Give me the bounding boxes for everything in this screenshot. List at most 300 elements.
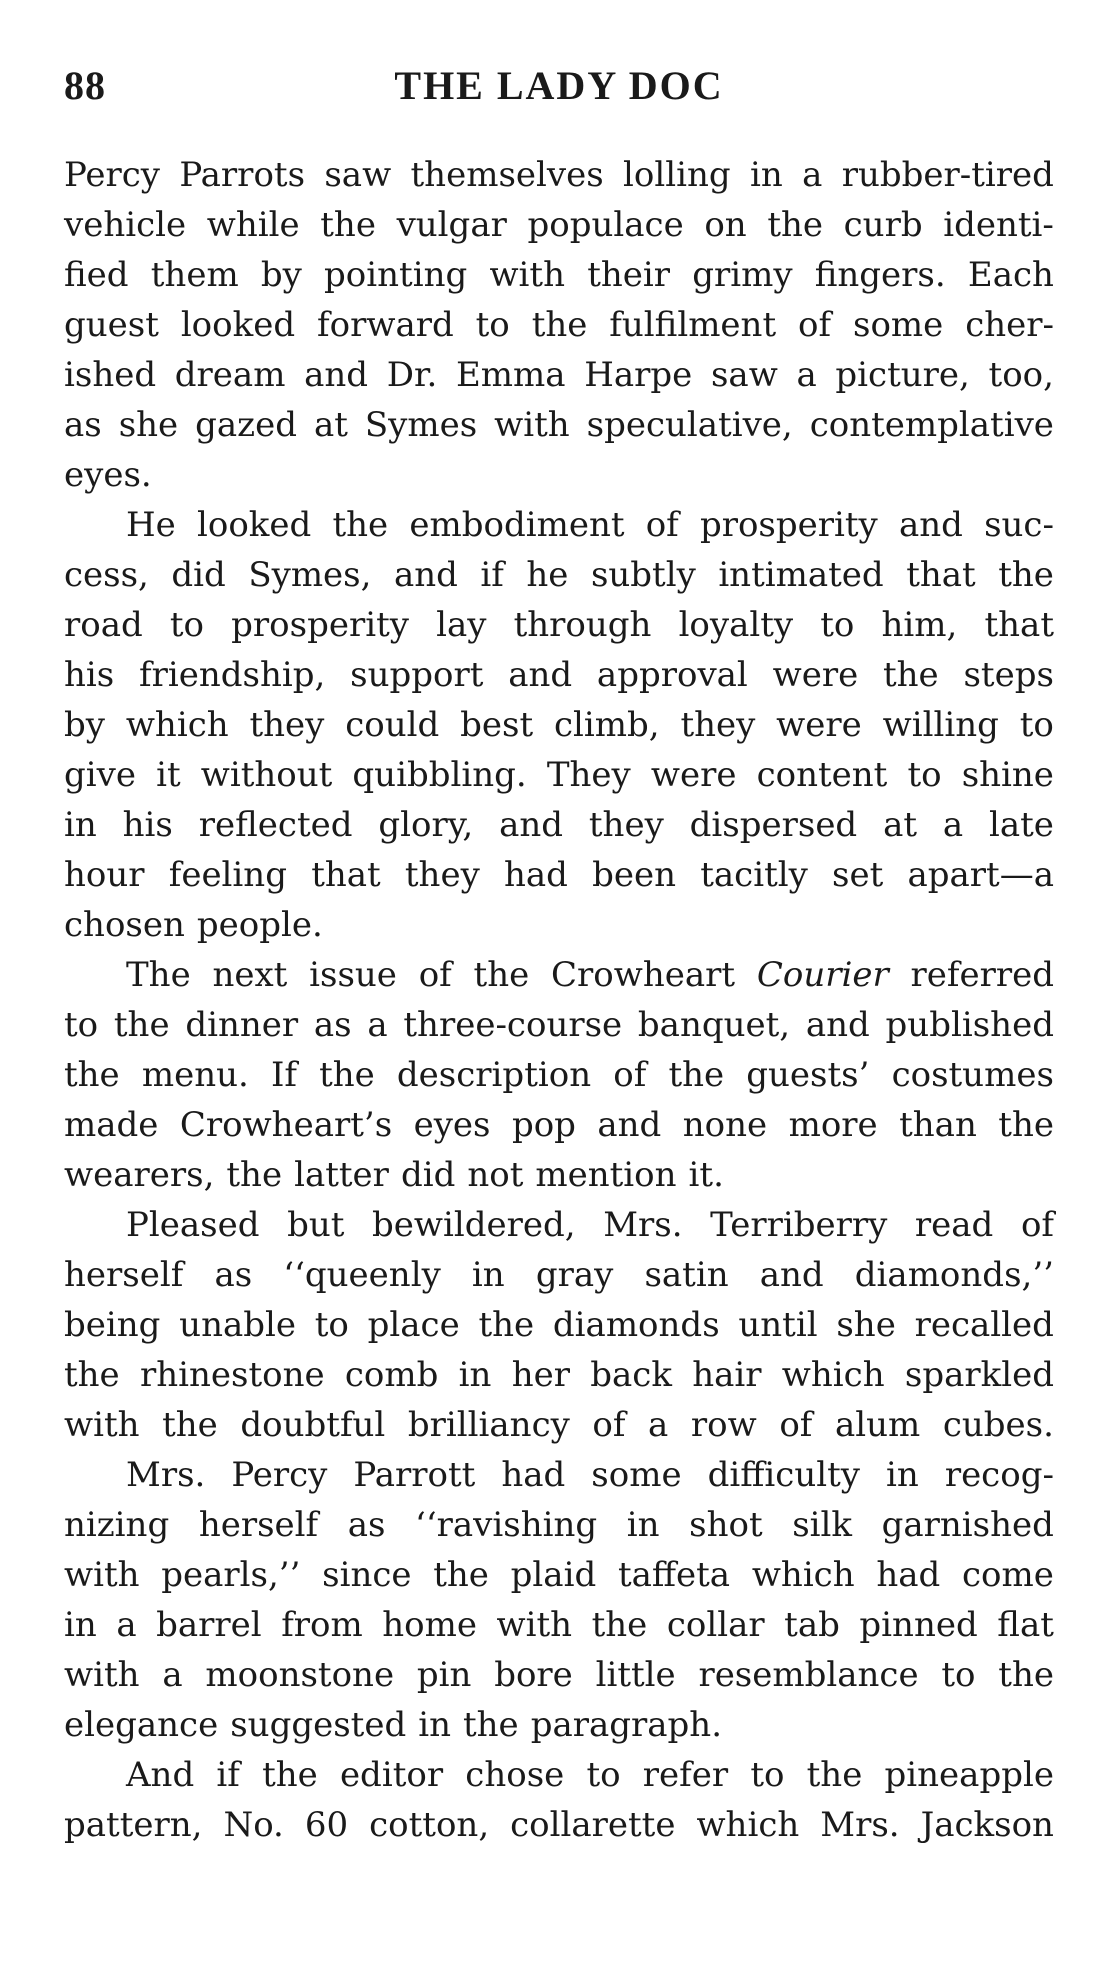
- word: cubes.: [942, 1405, 1054, 1445]
- word: banquet,: [637, 1005, 791, 1045]
- word: rubber-tired: [841, 155, 1054, 195]
- word: latter: [294, 1155, 389, 1195]
- word: menu.: [141, 1055, 249, 1095]
- word: Parrott: [353, 1455, 476, 1495]
- text-line: [64, 200, 1054, 250]
- text-line: [64, 800, 1054, 850]
- word: in: [64, 1605, 97, 1645]
- word: tab: [784, 1605, 840, 1645]
- word: and: [759, 1255, 824, 1295]
- word: the: [998, 1655, 1054, 1695]
- word: road: [64, 605, 143, 645]
- word: of: [645, 505, 679, 545]
- word: looked: [180, 305, 296, 345]
- word: elegance: [64, 1705, 219, 1745]
- word: pin: [416, 1655, 472, 1695]
- word: her: [511, 1355, 570, 1395]
- word: which: [125, 705, 229, 745]
- word: set: [832, 855, 884, 895]
- word: Percy: [231, 1455, 328, 1495]
- word: eyes: [413, 1105, 491, 1145]
- word: Each: [967, 255, 1054, 295]
- word: from: [281, 1605, 363, 1645]
- word: published: [885, 1005, 1054, 1045]
- word: quibbling.: [352, 755, 527, 795]
- text-line: [64, 550, 1054, 600]
- word: in: [418, 1705, 451, 1745]
- word: moonstone: [205, 1655, 395, 1695]
- word: feeling: [168, 855, 287, 895]
- word: tacitly: [700, 855, 808, 895]
- word: gray: [535, 1255, 614, 1295]
- word: subtly: [590, 555, 696, 595]
- word: referred: [910, 955, 1054, 995]
- word: resemblance: [698, 1655, 919, 1695]
- text-line: [64, 400, 1054, 450]
- text-line: [64, 700, 1054, 750]
- word: taffeta: [617, 1555, 731, 1595]
- word: If: [270, 1055, 297, 1095]
- word: the: [883, 655, 939, 695]
- word: No.: [223, 1805, 284, 1845]
- word: in: [626, 1505, 660, 1545]
- text-line: [64, 450, 1054, 500]
- word: contemplative: [809, 405, 1054, 445]
- word: the: [64, 1055, 120, 1095]
- word: that: [984, 605, 1054, 645]
- word: collarette: [510, 1805, 676, 1845]
- text-line: [64, 1250, 1054, 1300]
- word: He: [126, 505, 176, 545]
- word: to: [907, 755, 942, 795]
- word: doubtful: [240, 1405, 386, 1445]
- word: prosperity: [699, 505, 878, 545]
- word: them: [150, 255, 239, 295]
- word: fied: [64, 255, 129, 295]
- word: Percy: [64, 155, 160, 195]
- word: loyalty: [678, 605, 794, 645]
- text-line: [64, 750, 1054, 800]
- word: a: [802, 155, 823, 195]
- word: herself: [64, 1255, 184, 1295]
- word: by: [260, 255, 302, 295]
- word: it.: [688, 1155, 724, 1195]
- word: diamonds,’’: [854, 1255, 1054, 1295]
- word: saw: [324, 155, 392, 195]
- word: pinned: [859, 1605, 978, 1645]
- word: it: [156, 755, 181, 795]
- word: and: [304, 355, 369, 395]
- word: ished: [64, 355, 157, 395]
- word: were: [650, 755, 737, 795]
- word: populace: [527, 205, 684, 245]
- word: at: [883, 805, 917, 845]
- word: of: [1020, 1205, 1054, 1245]
- word: being: [64, 1305, 161, 1345]
- word: the: [332, 505, 389, 545]
- word: a: [162, 1655, 183, 1695]
- word: give: [64, 755, 136, 795]
- word: editor: [339, 1755, 444, 1795]
- text-line: [64, 1650, 1054, 1700]
- text-line: [64, 1100, 1054, 1150]
- word: prosperity: [231, 605, 409, 645]
- word: him,: [881, 605, 958, 645]
- text-line: [64, 1500, 1054, 1550]
- word: Crowheart: [551, 955, 736, 995]
- word: with: [64, 1405, 140, 1445]
- word: but: [287, 1205, 345, 1245]
- word: intimated: [718, 555, 884, 595]
- word: speculative,: [586, 405, 793, 445]
- word: as: [214, 1255, 253, 1295]
- word: the: [262, 1755, 318, 1795]
- word: if: [480, 555, 504, 595]
- word: without: [200, 755, 333, 795]
- word: with: [64, 1655, 140, 1695]
- text-line: [64, 1150, 1054, 1200]
- word: since: [322, 1555, 412, 1595]
- word: as: [64, 405, 102, 445]
- italic-word: Courier: [756, 955, 889, 995]
- word: they: [680, 705, 756, 745]
- word: with: [494, 405, 570, 445]
- word: of: [613, 1055, 647, 1095]
- word: cotton,: [369, 1805, 490, 1845]
- word: rhinestone: [139, 1355, 325, 1395]
- word: approval: [596, 655, 748, 695]
- word: Symes,: [248, 555, 372, 595]
- text-line: [64, 600, 1054, 650]
- word: the: [998, 1105, 1054, 1145]
- word: The: [126, 955, 191, 995]
- word: garnished: [881, 1505, 1054, 1545]
- word: looked: [196, 505, 312, 545]
- word: with: [64, 1555, 140, 1595]
- text-line: [64, 1800, 1054, 1850]
- word: been: [592, 855, 677, 895]
- word: bewildered,: [372, 1205, 576, 1245]
- text-line: [64, 1300, 1054, 1350]
- word: grimy: [692, 255, 793, 295]
- word: his: [122, 805, 173, 845]
- word: Mrs.: [820, 1805, 900, 1845]
- word: to: [475, 305, 510, 345]
- text-line: [64, 900, 1054, 950]
- word: with: [496, 1605, 573, 1645]
- word: vulgar: [396, 205, 507, 245]
- text-line: [64, 1000, 1054, 1050]
- word: the: [478, 1305, 535, 1345]
- text-line: [64, 250, 1054, 300]
- word: more: [788, 1105, 878, 1145]
- text-line: [64, 1450, 1054, 1500]
- word: dispersed: [689, 805, 858, 845]
- word: pineapple: [884, 1755, 1054, 1795]
- word: not: [467, 1155, 524, 1195]
- text-line: [64, 1750, 1054, 1800]
- word: read: [914, 1205, 994, 1245]
- word: Pleased: [126, 1205, 260, 1245]
- word: of: [779, 1405, 813, 1445]
- word: Crowheart’s: [179, 1105, 393, 1145]
- word: unable: [179, 1305, 296, 1345]
- word: gazed: [195, 405, 297, 445]
- word: Mrs.: [603, 1205, 683, 1245]
- text-line: [64, 850, 1054, 900]
- word: pop: [511, 1105, 576, 1145]
- word: he: [526, 555, 569, 595]
- word: in: [886, 1455, 919, 1495]
- word: and: [499, 805, 564, 845]
- word: collar: [666, 1605, 765, 1645]
- word: wearers,: [64, 1155, 215, 1195]
- text-line: [64, 300, 1054, 350]
- word: glory,: [378, 805, 474, 845]
- word: themselves: [410, 155, 604, 195]
- word: description: [396, 1055, 592, 1095]
- text-line: [64, 650, 1054, 700]
- word: of: [592, 1405, 626, 1445]
- word: costumes: [891, 1055, 1054, 1095]
- word: in: [64, 805, 97, 845]
- word: which: [751, 1555, 855, 1595]
- word: late: [989, 805, 1054, 845]
- word: Symes: [364, 405, 478, 445]
- word: alum: [834, 1405, 921, 1445]
- running-title: THE LADY DOC: [394, 63, 724, 108]
- word: picture,: [835, 355, 970, 395]
- word: with: [489, 255, 565, 295]
- word: suc-: [984, 505, 1054, 545]
- word: on: [704, 205, 747, 245]
- word: which: [781, 1355, 885, 1395]
- word: too,: [988, 355, 1054, 395]
- word: fulfilment: [609, 305, 777, 345]
- word: Mrs.: [126, 1455, 206, 1495]
- word: in: [749, 155, 783, 195]
- word: eyes.: [64, 455, 152, 495]
- word: by: [64, 705, 105, 745]
- word: while: [206, 205, 300, 245]
- word: Jackson: [920, 1805, 1054, 1845]
- word: best: [460, 705, 534, 745]
- page-header: [64, 56, 1054, 116]
- word: 60: [304, 1805, 349, 1845]
- text-line: [64, 950, 1054, 1000]
- word: to: [941, 1655, 976, 1695]
- word: dinner: [185, 1005, 299, 1045]
- word: did: [400, 1155, 456, 1195]
- word: of: [798, 305, 832, 345]
- word: people.: [196, 905, 323, 945]
- word: the: [668, 1055, 725, 1095]
- word: Parrots: [179, 155, 306, 195]
- word: come: [962, 1555, 1054, 1595]
- word: content: [756, 755, 888, 795]
- word: the: [591, 1605, 648, 1645]
- word: that: [906, 555, 976, 595]
- word: recog-: [944, 1455, 1054, 1495]
- word: fingers.: [814, 255, 946, 295]
- word: identi-: [943, 205, 1054, 245]
- text-line: [64, 1700, 1054, 1750]
- text-line: [64, 1550, 1054, 1600]
- word: lolling: [623, 155, 731, 195]
- word: the: [64, 1355, 120, 1395]
- word: the: [998, 555, 1054, 595]
- word: reflected: [198, 805, 353, 845]
- word: the: [473, 955, 530, 995]
- word: hour: [64, 855, 145, 895]
- word: and: [898, 505, 963, 545]
- word: paragraph.: [530, 1705, 723, 1745]
- text-line: [64, 350, 1054, 400]
- word: to: [64, 1005, 99, 1045]
- word: support: [350, 655, 484, 695]
- word: the: [162, 1405, 218, 1445]
- word: pointing: [324, 255, 468, 295]
- word: some: [853, 305, 944, 345]
- word: cher-: [965, 305, 1054, 345]
- word: dream: [174, 355, 286, 395]
- word: some: [591, 1455, 682, 1495]
- word: until: [738, 1305, 818, 1345]
- word: chosen: [64, 905, 185, 945]
- word: than: [899, 1105, 977, 1145]
- word: They: [546, 755, 631, 795]
- word: a: [648, 1405, 669, 1445]
- word: to: [750, 1755, 785, 1795]
- word: willing: [882, 705, 999, 745]
- page-number: 88: [64, 63, 106, 108]
- word: which: [696, 1805, 800, 1845]
- word: and: [597, 1105, 662, 1145]
- word: diamonds: [552, 1305, 720, 1345]
- word: bore: [494, 1655, 573, 1695]
- word: row: [690, 1405, 757, 1445]
- word: the: [806, 1755, 863, 1795]
- word: vehicle: [64, 205, 187, 245]
- word: embodiment: [409, 505, 625, 545]
- text-line: [64, 1600, 1054, 1650]
- word: plaid: [510, 1555, 597, 1595]
- word: they: [588, 805, 664, 845]
- word: that: [311, 855, 381, 895]
- word: she: [118, 405, 179, 445]
- word: Dr.: [386, 355, 438, 395]
- word: ‘‘ravishing: [415, 1505, 598, 1545]
- word: the: [531, 305, 588, 345]
- word: and: [805, 1005, 870, 1045]
- word: the: [463, 1705, 519, 1745]
- word: she: [836, 1305, 896, 1345]
- text-line: [64, 150, 1054, 200]
- word: home: [382, 1605, 478, 1645]
- word: satin: [644, 1255, 729, 1295]
- word: to: [1019, 705, 1054, 745]
- word: the: [319, 1055, 375, 1095]
- word: to: [820, 605, 855, 645]
- word: sparkled: [904, 1355, 1054, 1395]
- word: ‘‘queenly: [283, 1255, 441, 1295]
- word: barrel: [156, 1605, 262, 1645]
- word: a: [942, 805, 964, 845]
- word: could: [345, 705, 440, 745]
- word: to: [169, 605, 205, 645]
- word: hair: [692, 1355, 762, 1395]
- word: the: [433, 1555, 489, 1595]
- word: Terriberry: [710, 1205, 888, 1245]
- word: back: [590, 1355, 672, 1395]
- word: silk: [792, 1505, 853, 1545]
- word: and: [508, 655, 573, 695]
- word: did: [171, 555, 226, 595]
- word: apart—a: [907, 855, 1054, 895]
- text-line: [64, 1050, 1054, 1100]
- word: herself: [198, 1505, 319, 1545]
- word: next: [212, 955, 288, 995]
- word: a: [367, 1005, 388, 1045]
- word: climb,: [553, 705, 660, 745]
- word: through: [513, 605, 652, 645]
- word: to: [586, 1755, 621, 1795]
- word: chose: [465, 1755, 565, 1795]
- word: And: [126, 1755, 195, 1795]
- word: comb: [344, 1355, 439, 1395]
- word: his: [64, 655, 115, 695]
- word: refer: [642, 1755, 729, 1795]
- word: forward: [317, 305, 454, 345]
- word: friendship,: [139, 655, 326, 695]
- word: the: [226, 1155, 283, 1195]
- word: as: [313, 1005, 352, 1045]
- word: had: [876, 1555, 941, 1595]
- word: the: [767, 205, 824, 245]
- word: the: [113, 1005, 170, 1045]
- word: guest: [64, 305, 159, 345]
- word: were: [772, 655, 859, 695]
- text-line: [64, 1400, 1054, 1450]
- word: they: [404, 855, 480, 895]
- word: flat: [997, 1605, 1054, 1645]
- word: as: [347, 1505, 386, 1545]
- word: little: [595, 1655, 676, 1695]
- word: in: [471, 1255, 505, 1295]
- word: a: [116, 1605, 137, 1645]
- word: three-course: [403, 1005, 623, 1045]
- word: none: [682, 1105, 768, 1145]
- word: shine: [961, 755, 1054, 795]
- word: in: [458, 1355, 492, 1395]
- word: the: [320, 205, 376, 245]
- text-line: [64, 1350, 1054, 1400]
- word: shot: [689, 1505, 763, 1545]
- word: at: [313, 405, 348, 445]
- word: guests’: [746, 1055, 870, 1095]
- word: issue: [309, 955, 397, 995]
- word: difficulty: [707, 1455, 860, 1495]
- word: saw: [710, 355, 778, 395]
- word: a: [796, 355, 817, 395]
- word: their: [587, 255, 670, 295]
- word: lay: [436, 605, 487, 645]
- word: pattern,: [64, 1805, 203, 1845]
- word: and: [393, 555, 458, 595]
- word: steps: [963, 655, 1054, 695]
- word: if: [216, 1755, 240, 1795]
- word: to: [314, 1305, 349, 1345]
